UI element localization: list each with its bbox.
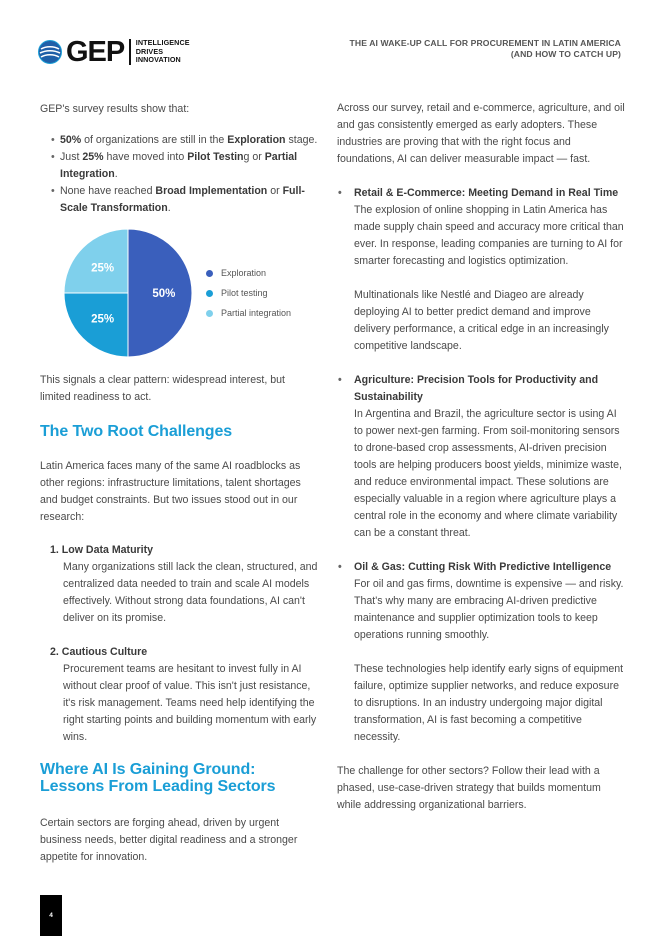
brand-name: GEP [66,36,125,68]
heading-gaining-ground: Where AI Is Gaining Ground: Lessons From Leading Sectors [40,761,276,795]
closing-paragraph: The challenge for other sectors? Follow their lead with a phased, use-case-driven strategy that builds momentum while addressing organizational barriers. [337,765,601,811]
list-item: 1. Low Data Maturity Many organizations still lack the clean, structured, and centralized data needed to train and scale AI models effectively. Without strong data foundations, AI can't deliver on its promise. [50,544,318,624]
left-column [40,101,318,866]
challenge-list [40,542,318,746]
legend-item-partial-integration: Partial integration [206,303,291,323]
list-item: • 50% of organizations are still in the Exploration stage. [40,132,318,149]
page-number: 4 [40,895,62,936]
list-item: • Just 25% have moved into Pilot Testing or Partial Integration. [40,149,318,183]
list-item: 2. Cautious Culture Procurement teams are hesitant to invest fully in AI without clear proof of value. This isn't just resistance, it's risk management. Teams need help identifying the right starting points and building momentum with early wins. [50,646,317,743]
sectors-intro: Across our survey, retail and e-commerce, agriculture, and oil and gas consistently emerged as early adopters. These industries are proving that with the right focus and foundations, AI can deliver measurable impact — fast. [337,102,625,165]
pie-slice-partial-integration [64,229,128,293]
legend-item-exploration: Exploration [206,263,291,283]
signal-paragraph: This signals a clear pattern: widespread interest, but limited readiness to act. [40,374,285,403]
survey-intro: GEP's survey results show that: [40,103,190,115]
gep-globe-icon [38,40,62,64]
list-item: • None have reached Broad Implementation or Full-Scale Transformation. [40,183,318,217]
right-column [337,100,627,814]
legend-swatch [206,290,213,297]
pie-label-exploration: 50% [152,288,176,300]
legend-swatch [206,270,213,277]
gep-logo [38,37,190,67]
root-intro: Latin America faces many of the same AI roadblocks as other regions: infrastructure limitations, talent shortages and budget constraints. But two issues stood out in our research: [40,460,301,523]
document-title: THE AI WAKE-UP CALL FOR PROCUREMENT IN LATIN AMERICA (AND HOW TO CATCH UP) [349,38,621,59]
sector-retail: • Retail & E-Commerce: Meeting Demand in Real Time The explosion of online shopping in Latin America has made supply chain speed and accuracy more critical than ever. In response, leading companies are turning to AI for smarter forecasting and logistics optimization. Multinationals like Nestlé and Diageo are already deploying AI to better predict demand and improve delivery performance, a critical edge in an increasingly competitive landscape. [337,185,627,355]
logo-divider [129,39,131,65]
pie-label-partial-integration: 25% [91,262,115,275]
heading-root-challenges: The Two Root Challenges [40,423,233,440]
legend-item-pilot-testing: Pilot testing [206,283,291,303]
gaining-intro: Certain sectors are forging ahead, driven by urgent business needs, better digital readiness and a stronger appetite for innovation. [40,817,298,863]
brand-tagline: INTELLIGENCE DRIVES INNOVATION [135,38,190,65]
pie-label-pilot-testing: 25% [91,313,115,326]
adoption-pie-chart [40,227,318,363]
pie-svg [60,229,220,361]
legend-swatch [206,310,213,317]
chart-legend [206,263,291,323]
sector-oil-gas: • Oil & Gas: Cutting Risk With Predictive Intelligence For oil and gas firms, downtime is expensive — and risky. That's why many are embracing AI-driven predictive maintenance and supplier optimization tools to keep operations running smoothly. These technologies help identify early signs of equipment failure, optimize supplier networks, and reduce exposure to disruptions. In an industry undergoing major digital transformation, AI is fast becoming a competitive necessity. [337,559,627,746]
sector-agriculture: • Agriculture: Precision Tools for Productivity and Sustainability In Argentina and Brazil, the agriculture sector is using AI to power next-gen farming. From soil-monitoring sensors to drone-based crop assessments, AI-driven precision tools are helping producers boost yields, minimize waste, and reduce environmental impact. These solutions are especially valuable in a region where agriculture plays a central role in the economy and where climate variability can be a constant threat. [337,372,627,542]
survey-bullets [40,132,318,217]
